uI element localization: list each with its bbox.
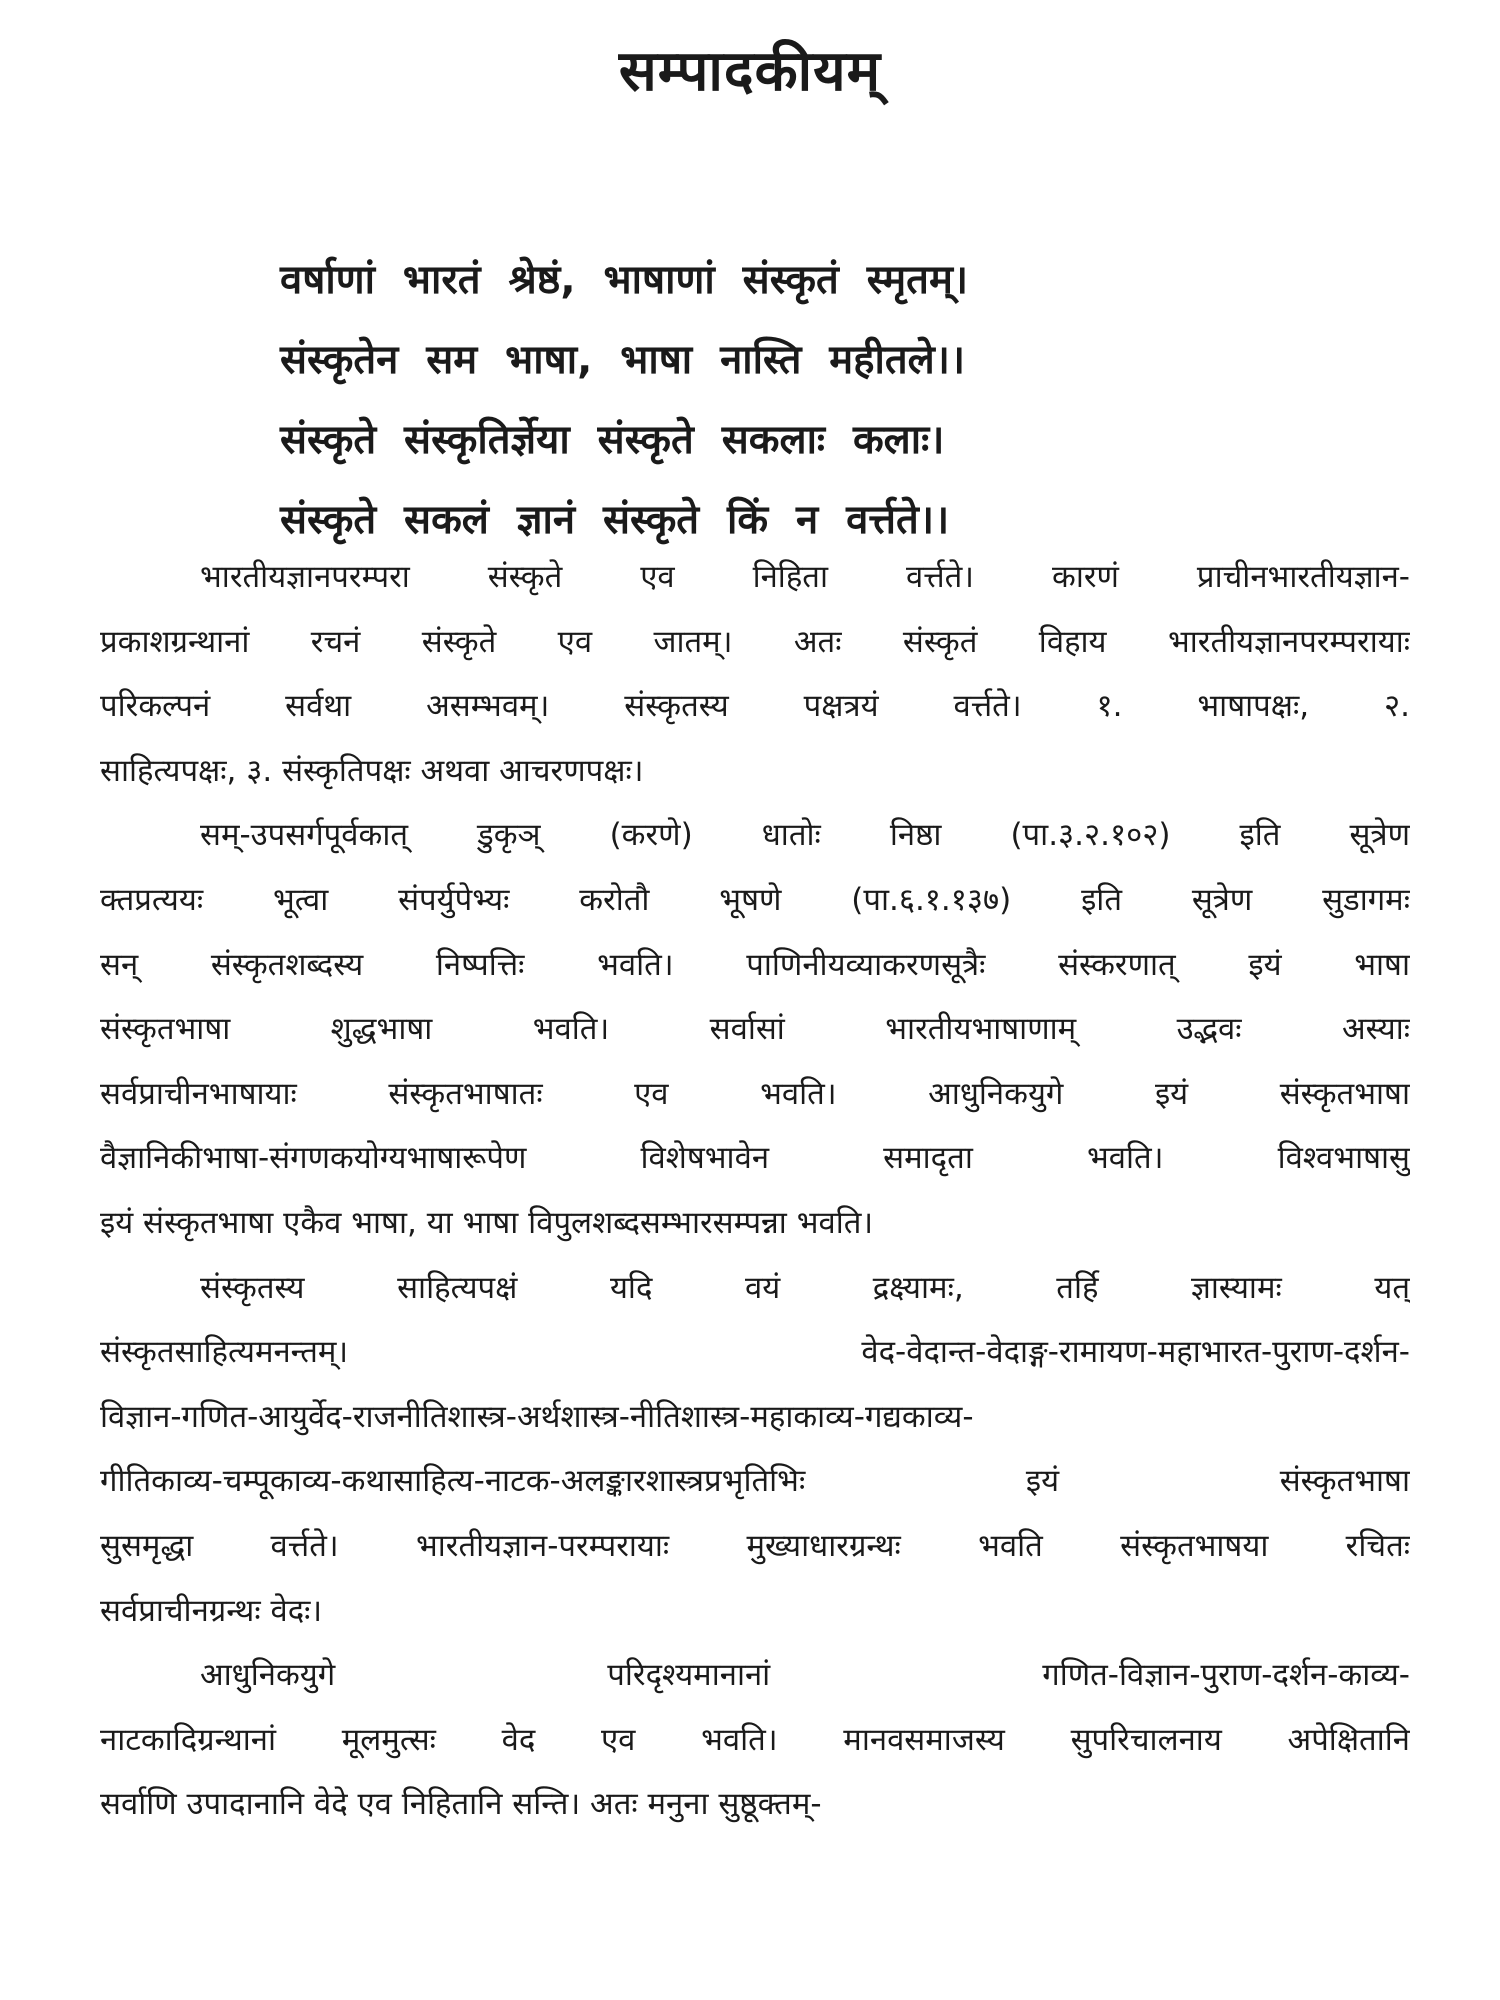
paragraph: [100, 1256, 1410, 1644]
verse-line: संस्कृते संस्कृतिर्ज्ञेया संस्कृते सकलाः कलाः।: [280, 417, 945, 463]
paragraph: [100, 1643, 1410, 1837]
text-line: वैज्ञानिकीभाषा-संगणकयोग्यभाषारूपेण विशेषभावेन समादृता भवति। विश्वभाषासु: [100, 1140, 1410, 1177]
text-line: संस्कृतस्य साहित्यपक्षं यदि वयं द्रक्ष्यामः, तर्हि ज्ञास्यामः यत्: [200, 1269, 1410, 1306]
text-line: साहित्यपक्षः, ३. संस्कृतिपक्षः अथवा आचरणपक्षः।: [100, 752, 644, 789]
body-text: [100, 545, 1410, 1837]
text-line: सर्वप्राचीनग्रन्थः वेदः।: [100, 1592, 323, 1629]
text-line: क्तप्रत्ययः भूत्वा संपर्युपेभ्यः करोतौ भूषणे (पा.६.१.१३७) इति सूत्रेण सुडागमः: [100, 881, 1410, 918]
text-line: सन् संस्कृतशब्दस्य निष्पत्तिः भवति। पाणिनीयव्याकरणसूत्रैः संस्करणात् इयं भाषा: [100, 946, 1410, 983]
text-line: परिकल्पनं सर्वथा असम्भवम्। संस्कृतस्य पक्षत्रयं वर्त्तते। १. भाषापक्षः, २.: [100, 688, 1410, 725]
text-line: विज्ञान-गणित-आयुर्वेद-राजनीतिशास्त्र-अर्थशास्त्र-नीतिशास्त्र-महाकाव्य-गद्यकाव्य-: [100, 1398, 974, 1435]
verse-line: संस्कृतेन सम भाषा, भाषा नास्ति महीतले।।: [280, 337, 966, 383]
text-line: सुसमृद्धा वर्त्तते। भारतीयज्ञान-परम्परायाः मुख्याधारग्रन्थः भवति संस्कृतभाषया रचितः: [100, 1527, 1410, 1564]
text-line: प्रकाशग्रन्थानां रचनं संस्कृते एव जातम्। अतः संस्कृतं विहाय भारतीयज्ञानपरम्परायाः: [100, 623, 1410, 660]
text-line: सर्वप्राचीनभाषायाः संस्कृतभाषातः एव भवति। आधुनिकयुगे इयं संस्कृतभाषा: [100, 1075, 1410, 1112]
verse-line: वर्षाणां भारतं श्रेष्ठं, भाषाणां संस्कृतं स्मृतम्।: [280, 257, 969, 303]
text-line: नाटकादिग्रन्थानां मूलमुत्सः वेद एव भवति। मानवसमाजस्य सुपरिचालनाय अपेक्षितानि: [100, 1721, 1410, 1758]
verse-line: संस्कृते सकलं ज्ञानं संस्कृते किं न वर्त्तते।।: [280, 497, 950, 543]
text-line: आधुनिकयुगे परिदृश्यमानानां गणित-विज्ञान-पुराण-दर्शन-काव्य-: [200, 1657, 1410, 1694]
paragraph: [100, 803, 1410, 1255]
text-line: सम्-उपसर्गपूर्वकात् डुकृञ् (करणे) धातोः निष्ठा (पा.३.२.१०२) इति सूत्रेण: [200, 817, 1410, 854]
page-title: सम्पादकीयम्: [618, 39, 882, 104]
text-line: सर्वाणि उपादानानि वेदे एव निहितानि सन्ति। अतः मनुना सुष्ठूक्तम्-: [100, 1786, 822, 1823]
text-line: गीतिकाव्य-चम्पूकाव्य-कथासाहित्य-नाटक-अलङ्कारशास्त्रप्रभृतिभिः इयं संस्कृतभाषा: [100, 1463, 1410, 1500]
text-line: भारतीयज्ञानपरम्परा संस्कृते एव निहिता वर्त्तते। कारणं प्राचीनभारतीयज्ञान-: [200, 559, 1410, 595]
verse-block: [280, 240, 1340, 560]
text-line: इयं संस्कृतभाषा एकैव भाषा, या भाषा विपुलशब्दसम्भारसम्पन्ना भवति।: [100, 1204, 874, 1241]
paragraph: [100, 545, 1410, 803]
text-line: संस्कृतभाषा शुद्धभाषा भवति। सर्वासां भारतीयभाषाणाम् उद्भवः अस्याः: [100, 1011, 1410, 1048]
text-line: संस्कृतसाहित्यमनन्तम्। वेद-वेदान्त-वेदाङ्ग-रामायण-महाभारत-पुराण-दर्शन-: [100, 1334, 1410, 1371]
